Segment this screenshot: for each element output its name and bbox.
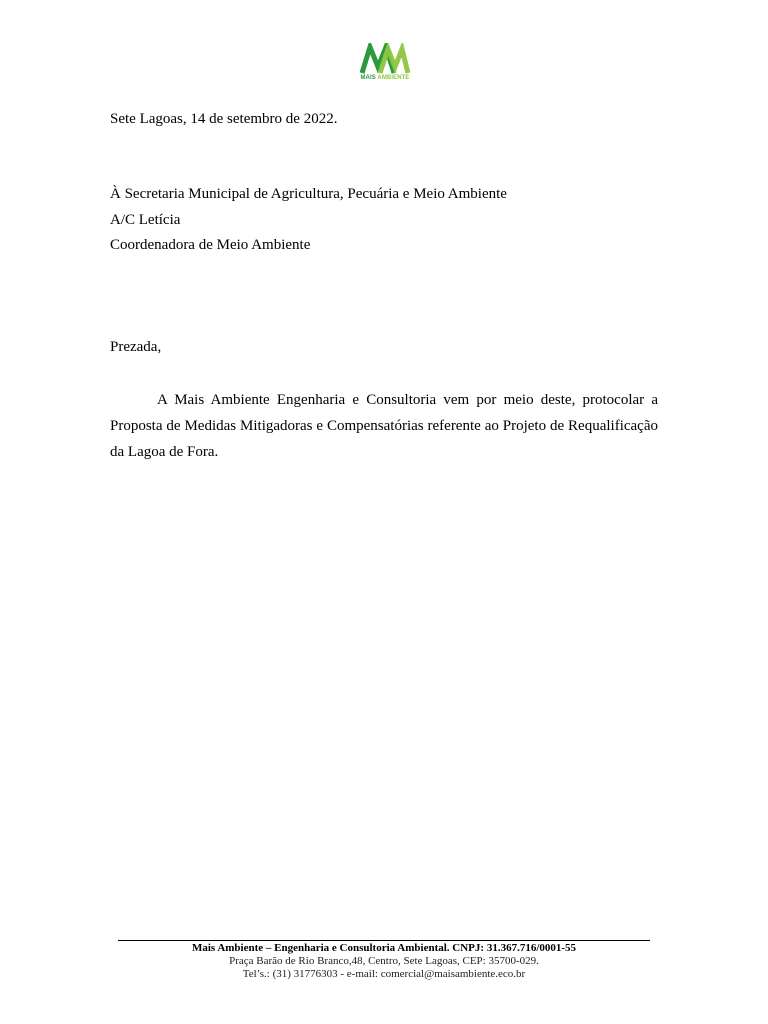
recipient-line-2: A/C Letícia (110, 212, 181, 228)
footer-company-line: Mais Ambiente – Engenharia e Consultoria Ambiental. CNPJ: 31.367.716/0001-55 (191, 942, 577, 954)
company-logo (358, 43, 412, 83)
logo-wordmark (358, 75, 412, 81)
footer-divider (118, 940, 650, 941)
recipient-line-3: Coordenadora de Meio Ambiente (110, 237, 311, 253)
footer-address-line: Praça Barão de Rio Branco,48, Centro, Sete Lagoas, CEP: 35700-029. (229, 955, 539, 967)
logo-word-ambiente: AMBIENTE (377, 75, 410, 81)
mountain-logo-icon (358, 43, 412, 75)
logo-word-mais: MAIS (360, 75, 376, 81)
letter-body: A Mais Ambiente Engenharia e Consultoria vem por meio deste, protocolar a Proposta de Medidas Mitigadoras e Compensatórias referente ao Projeto de Requalificação da Lagoa de Fora. (110, 392, 658, 460)
recipient-line-1: À Secretaria Municipal de Agricultura, Pecuária e Meio Ambiente (110, 186, 507, 202)
footer-contact-line: Tel’s.: (31) 31776303 - e-mail: comercial@maisambiente.eco.br (242, 968, 526, 980)
footer (118, 942, 650, 981)
place-and-date: Sete Lagoas, 14 de setembro de 2022. (110, 111, 338, 127)
salutation: Prezada, (110, 339, 162, 355)
